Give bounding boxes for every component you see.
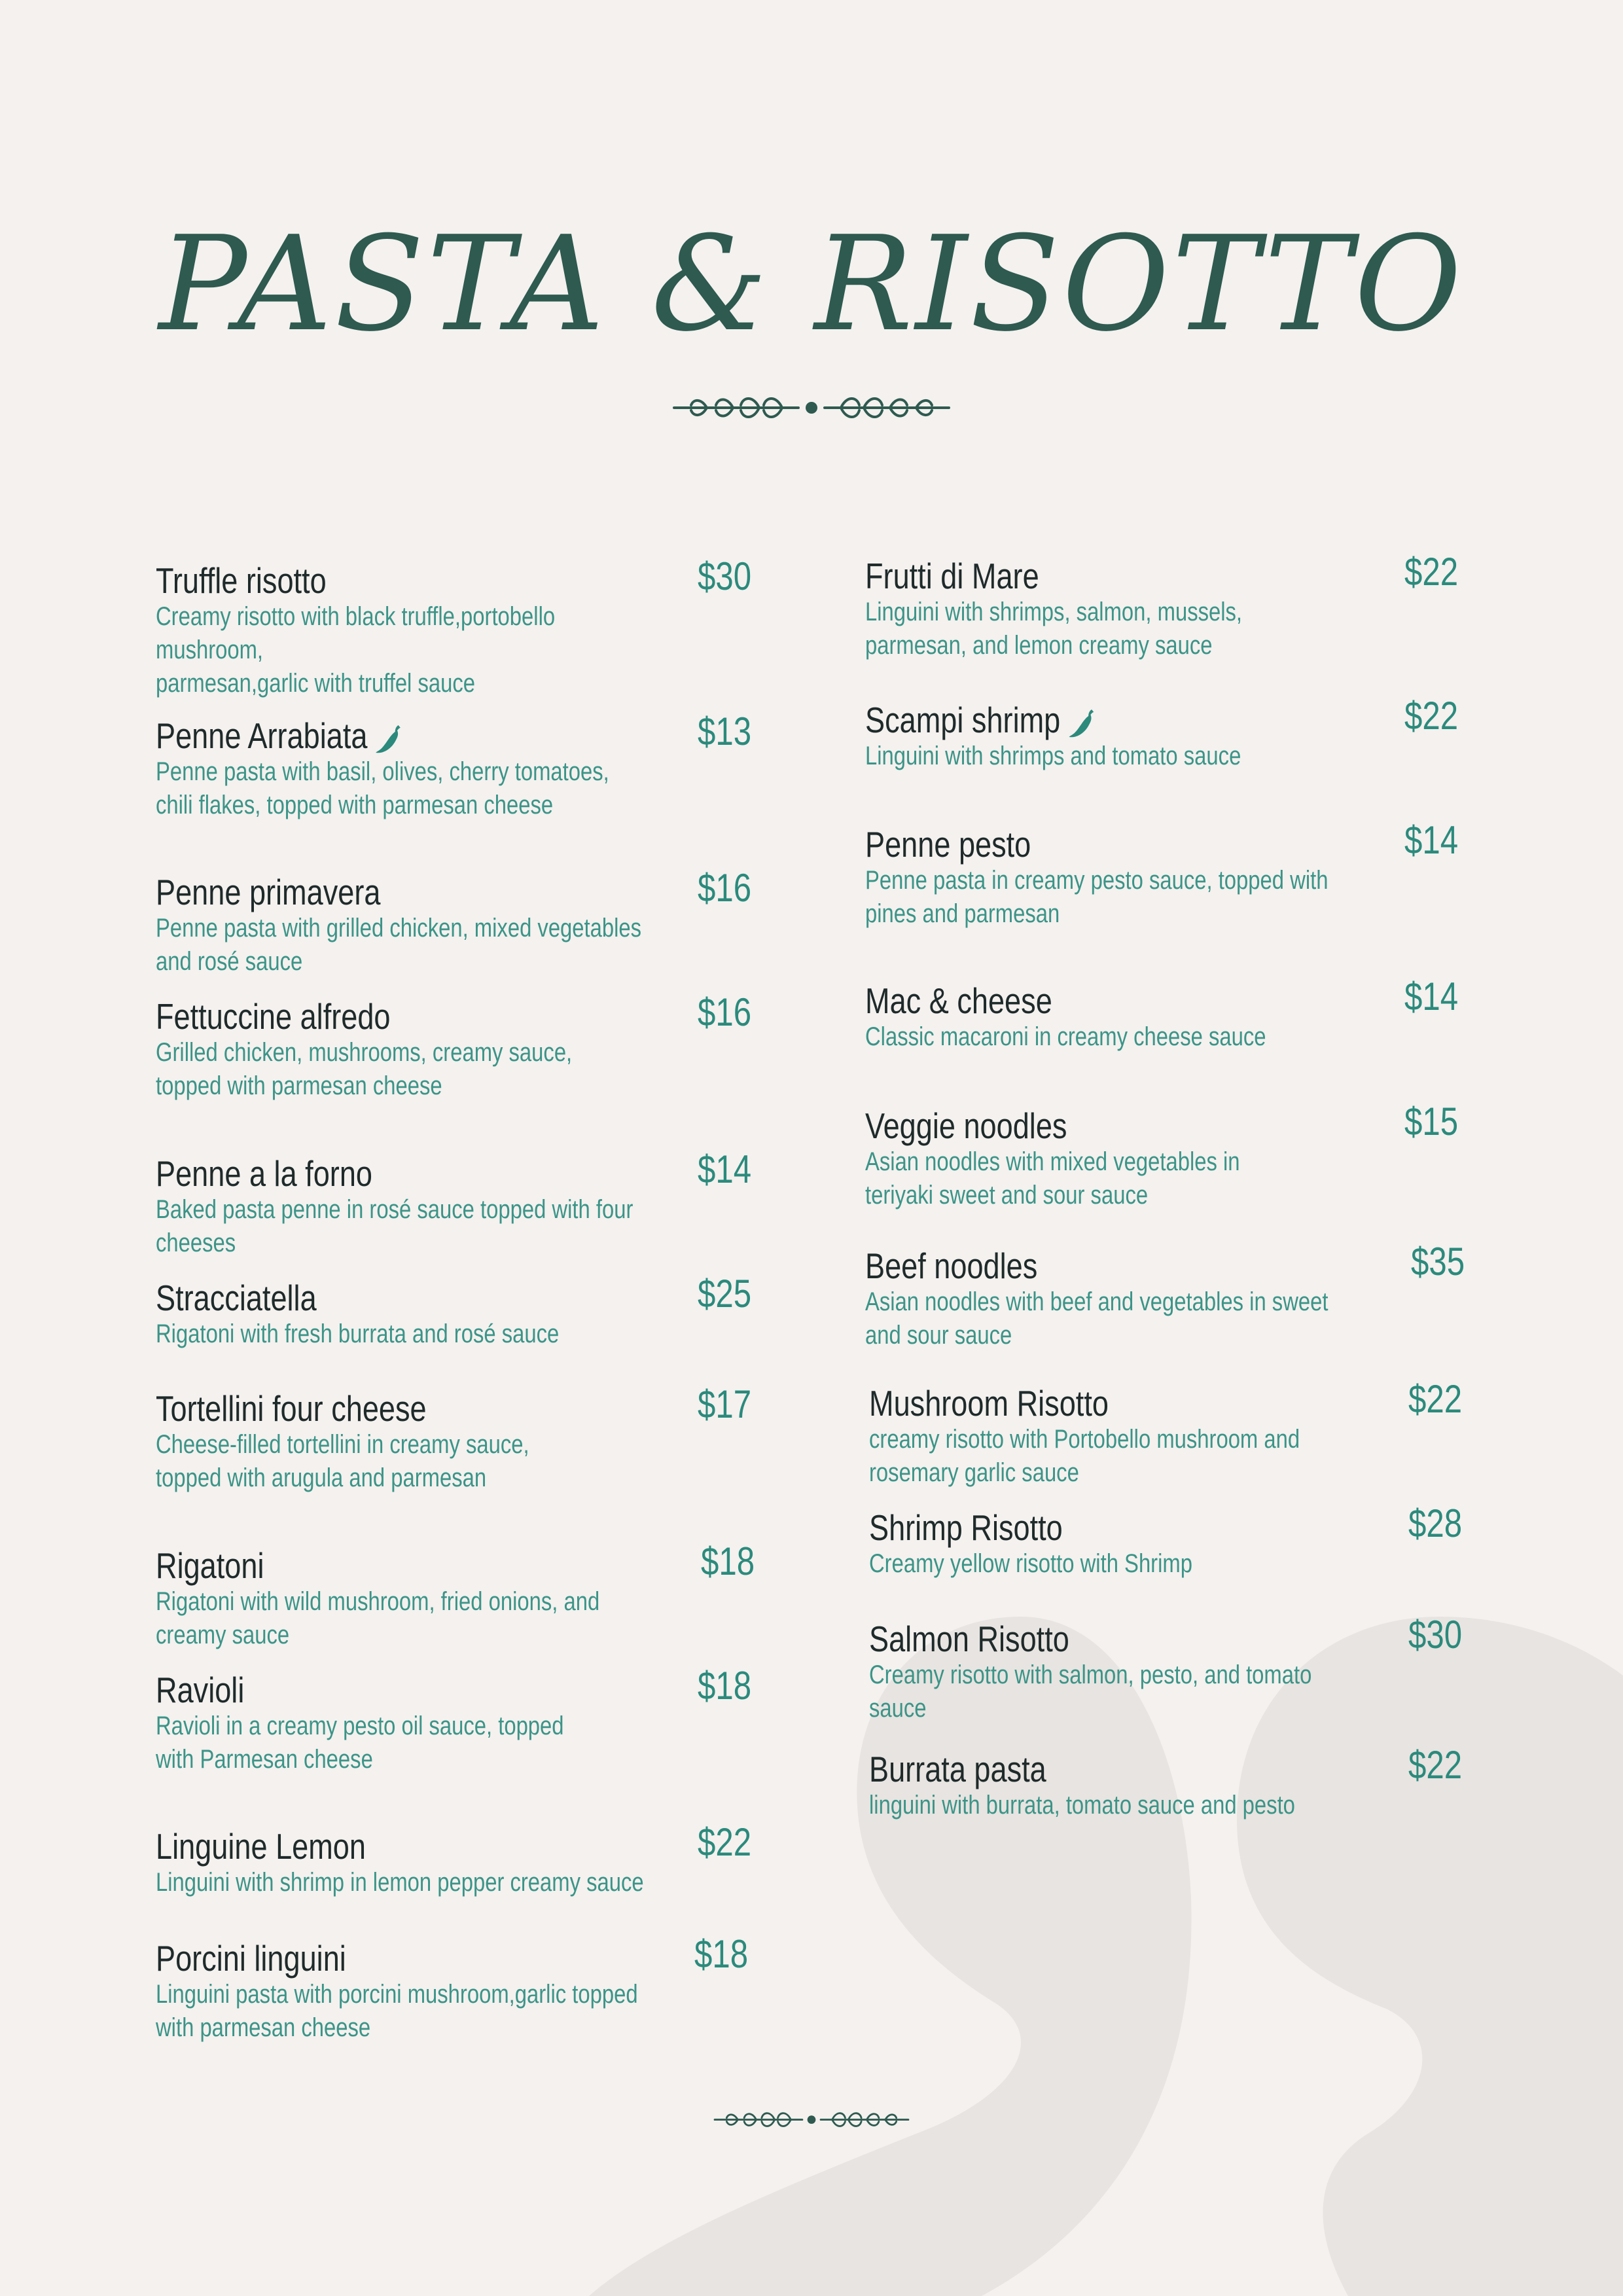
menu-item-price: $14 <box>1404 818 1458 862</box>
menu-item-description: Cheese-filled tortellini in creamy sauce, topped with arugula and parmesan <box>156 1430 529 1492</box>
menu-item-name: Mac & cheese <box>865 980 1052 1021</box>
menu-item-price: $14 <box>1404 975 1458 1018</box>
menu-item-price: $17 <box>697 1382 751 1426</box>
menu-item-description: Linguini with shrimps, salmon, mussels, parmesan, and lemon creamy sauce <box>865 598 1243 660</box>
menu-item-name: Penne pesto <box>865 824 1031 865</box>
menu-item-name: Mushroom Risotto <box>869 1383 1109 1424</box>
menu-item-name: Fettuccine alfredo <box>156 996 391 1037</box>
menu-item-name: Frutti di Mare <box>865 556 1039 596</box>
menu-item-name: Truffle risotto <box>156 560 327 601</box>
menu-item-price: $30 <box>1408 1613 1462 1657</box>
menu-item-description: Grilled chicken, mushrooms, creamy sauce, topped with parmesan cheese <box>156 1038 573 1100</box>
menu-item-description: Linguini with shrimps and tomato sauce <box>865 742 1241 770</box>
menu-item-name: Linguine Lemon <box>156 1826 366 1867</box>
menu-item-price: $18 <box>700 1539 755 1583</box>
menu-item-price: $28 <box>1408 1501 1462 1545</box>
menu-item-price: $14 <box>697 1147 751 1191</box>
menu-item-name: Ravioli <box>156 1670 245 1710</box>
menu-item-description: Creamy risotto with black truffle,portobello mushroom, parmesan,garlic with truffel sauce <box>156 602 556 698</box>
menu-item-description: Classic macaroni in creamy cheese sauce <box>865 1022 1266 1051</box>
menu-item-name: Porcini linguini <box>156 1938 346 1979</box>
menu-item-price: $13 <box>697 709 751 753</box>
menu-item-description: Rigatoni with wild mushroom, fried onions, and creamy sauce <box>156 1587 600 1649</box>
menu-item-name: Rigatoni <box>156 1545 264 1586</box>
menu-item-description: Creamy risotto with salmon, pesto, and tomato sauce <box>869 1660 1312 1723</box>
menu-item-description: Creamy yellow risotto with Shrimp <box>869 1549 1192 1578</box>
menu-item-description: Linguini with shrimp in lemon pepper creamy sauce <box>156 1868 644 1897</box>
menu-item-price: $25 <box>697 1272 751 1316</box>
menu-item-description: Baked pasta penne in rosé sauce topped with four cheeses <box>156 1195 633 1257</box>
menu-item-description: linguini with burrata, tomato sauce and pesto <box>869 1791 1295 1820</box>
menu-item-price: $35 <box>1410 1240 1465 1283</box>
menu-item-price: $18 <box>694 1932 748 1976</box>
menu-item-description: Rigatoni with fresh burrata and rosé sauce <box>156 1319 560 1348</box>
menu-item-price: $22 <box>1408 1743 1462 1787</box>
menu-item-description: Asian noodles with mixed vegetables in teriyaki sweet and sour sauce <box>865 1147 1240 1210</box>
flourish-divider-icon <box>668 383 955 435</box>
chili-pepper-icon <box>375 721 404 755</box>
menu-item-price: $16 <box>697 990 751 1034</box>
menu-item-name: Penne primavera <box>156 872 381 912</box>
menu-item-description: Penne pasta in creamy pesto sauce, topped with pines and parmesan <box>865 866 1329 928</box>
menu-item-name: Beef noodles <box>865 1246 1038 1286</box>
menu-item-name: Tortellini four cheese <box>156 1388 427 1429</box>
menu-item-name: Veggie noodles <box>865 1105 1067 1146</box>
menu-item-name: Burrata pasta <box>869 1749 1046 1789</box>
menu-item-name: Scampi shrimp <box>865 699 1097 741</box>
menu-item-name: Shrimp Risotto <box>869 1507 1063 1548</box>
menu-item-description: creamy risotto with Portobello mushroom and rosemary garlic sauce <box>869 1425 1300 1487</box>
menu-item-description: Asian noodles with beef and vegetables in sweet and sour sauce <box>865 1287 1329 1350</box>
menu-item-price: $22 <box>1408 1377 1462 1421</box>
menu-item-price: $30 <box>697 554 751 598</box>
menu-item-name: Stracciatella <box>156 1278 317 1318</box>
menu-item-price: $22 <box>1404 694 1458 738</box>
flourish-divider-icon <box>710 2101 913 2140</box>
menu-item-price: $16 <box>697 866 751 910</box>
menu-item-price: $18 <box>697 1664 751 1708</box>
menu-item-name: Salmon Risotto <box>869 1619 1069 1659</box>
menu-item-name: Penne a la forno <box>156 1153 372 1194</box>
menu-item-price: $15 <box>1404 1100 1458 1143</box>
menu-item-description: Penne pasta with grilled chicken, mixed vegetables and rosé sauce <box>156 914 642 976</box>
menu-item-price: $22 <box>1404 550 1458 594</box>
page-title: PASTA & RISOTTO <box>158 208 1465 361</box>
menu-item-price: $22 <box>697 1820 751 1864</box>
menu-item-name: Penne Arrabiata <box>156 715 404 757</box>
chili-pepper-icon <box>1068 706 1097 740</box>
menu-item-description: Penne pasta with basil, olives, cherry tomatoes, chili flakes, topped with parmesan cheese <box>156 757 609 819</box>
menu-item-description: Linguini pasta with porcini mushroom,garlic topped with parmesan cheese <box>156 1980 638 2042</box>
menu-item-description: Ravioli in a creamy pesto oil sauce, topped with Parmesan cheese <box>156 1712 564 1774</box>
